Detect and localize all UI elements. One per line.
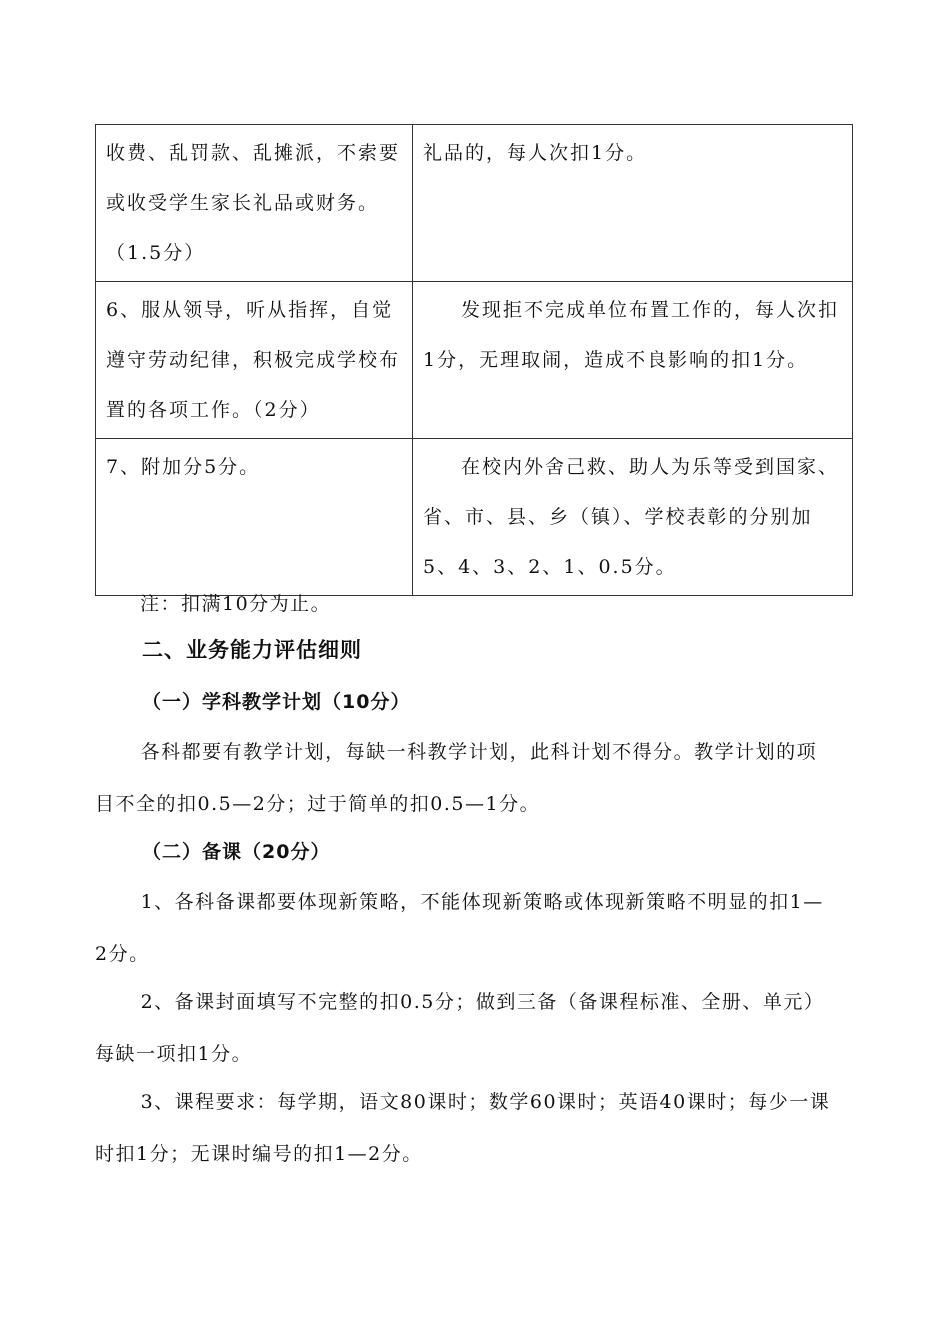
table-row [96,125,853,282]
deduction-cell: 在校内外舍己救、助人为乐等受到国家、省、市、县、乡（镇）、学校表彰的分别加5、4、3、2、1、0.5分。 [413,439,853,596]
paragraph: 各科都要有教学计划，每缺一科教学计划，此科计划不得分。教学计划的项目不全的扣0.5—2分；过于简单的扣0.5—1分。 [95,741,818,815]
table-row [96,282,853,439]
section-heading: 二、业务能力评估细则 [142,638,362,662]
table-row [96,439,853,596]
subsection-heading: （二）备课（20分） [142,841,331,863]
list-item: 1、各科备课都要体现新策略，不能体现新策略或体现新策略不明显的扣1—2分。 [95,891,824,965]
note-text: 注：扣满10分为止。 [140,593,332,615]
criteria-cell: 7、附加分5分。 [96,439,413,596]
criteria-cell: 收费、乱罚款、乱摊派，不索要或收受学生家长礼品或财务。（1.5分） [96,125,413,282]
list-item: 3、课程要求：每学期，语文80课时；数学60课时；英语40课时；每少一课时扣1分；无课时编号的扣1—2分。 [95,1091,831,1165]
criteria-cell: 6、服从领导，听从指挥，自觉遵守劳动纪律，积极完成学校布置的各项工作。（2分） [96,282,413,439]
deduction-cell: 发现拒不完成单位布置工作的，每人次扣1分，无理取闹，造成不良影响的扣1分。 [413,282,853,439]
list-item: 2、备课封面填写不完整的扣0.5分；做到三备（备课程标准、全册、单元）每缺一项扣1分。 [95,991,825,1065]
scoring-table [95,124,853,596]
subsection-heading: （一）学科教学计划（10分） [142,691,411,713]
deduction-cell: 礼品的，每人次扣1分。 [413,125,853,282]
